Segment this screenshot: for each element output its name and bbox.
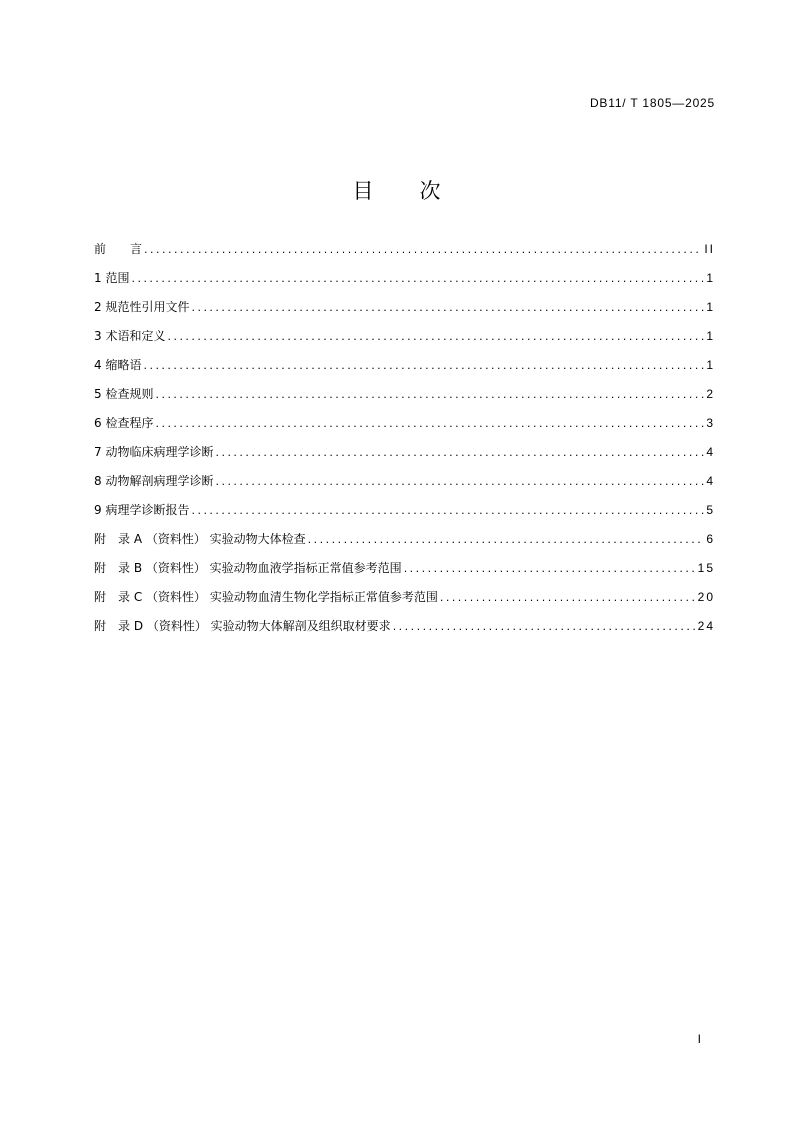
toc-entry-title: 2 规范性引用文件	[94, 300, 190, 314]
toc-entry-page: 3	[706, 416, 715, 430]
toc-leader	[191, 300, 704, 314]
toc-entry-foreword[interactable]	[94, 240, 715, 269]
toc-entry-appendix-d[interactable]	[94, 617, 715, 646]
toc-entry-title: 9 病理学诊断报告	[94, 503, 190, 517]
toc-leader	[144, 242, 702, 256]
toc-entry-1[interactable]	[94, 269, 715, 298]
toc-entry-2[interactable]	[94, 298, 715, 327]
toc-entry-8[interactable]	[94, 472, 715, 501]
toc-entry-page: 20	[697, 590, 715, 604]
toc-entry-title: 前 言	[94, 242, 143, 256]
toc-entry-title: 7 动物临床病理学诊断	[94, 445, 214, 459]
title-char-1: 目	[352, 179, 374, 203]
toc-entry-page: 5	[706, 503, 715, 517]
toc-leader	[215, 474, 704, 488]
title-char-2: 次	[419, 179, 441, 203]
toc-leader	[404, 561, 696, 575]
toc-entry-title: 附 录 D （资料性） 实验动物大体解剖及组织取材要求	[94, 619, 391, 633]
toc-entry-title: 8 动物解剖病理学诊断	[94, 474, 214, 488]
toc-leader	[215, 445, 704, 459]
toc-leader	[131, 271, 704, 285]
toc-entry-4[interactable]	[94, 356, 715, 385]
toc-leader	[167, 329, 704, 343]
toc-entry-title: 6 检查程序	[94, 416, 154, 430]
page-number: I	[697, 1032, 701, 1046]
toc-entry-page: 1	[706, 329, 715, 343]
toc-entry-page: 4	[706, 474, 715, 488]
toc-leader	[155, 416, 704, 430]
toc-entry-page: 1	[706, 271, 715, 285]
toc-entry-appendix-c[interactable]	[94, 588, 715, 617]
toc-entry-page: 15	[697, 561, 715, 575]
toc-entry-title: 3 术语和定义	[94, 329, 166, 343]
toc-entry-page: 24	[697, 619, 715, 633]
toc-entry-title: 附 录 C （资料性） 实验动物血清生物化学指标正常值参考范围	[94, 590, 438, 604]
toc-entry-page: 6	[706, 532, 715, 546]
toc-entry-appendix-b[interactable]	[94, 559, 715, 588]
table-of-contents	[94, 240, 715, 646]
toc-entry-6[interactable]	[94, 414, 715, 443]
toc-entry-9[interactable]	[94, 501, 715, 530]
toc-leader	[191, 503, 704, 517]
toc-entry-title: 4 缩略语	[94, 358, 142, 372]
toc-entry-7[interactable]	[94, 443, 715, 472]
toc-leader	[308, 532, 705, 546]
toc-entry-title: 附 录 A （资料性） 实验动物大体检查	[94, 532, 306, 546]
toc-leader	[155, 387, 704, 401]
standard-code: DB11/ T 1805—2025	[589, 96, 715, 110]
toc-entry-3[interactable]	[94, 327, 715, 356]
toc-entry-page: 1	[706, 358, 715, 372]
toc-entry-page: 2	[706, 387, 715, 401]
page-title	[0, 175, 793, 205]
toc-leader	[440, 590, 696, 604]
toc-leader	[393, 619, 696, 633]
toc-entry-appendix-a[interactable]	[94, 530, 715, 559]
toc-entry-title: 1 范围	[94, 271, 130, 285]
toc-entry-page: II	[704, 242, 715, 256]
toc-entry-title: 5 检查规则	[94, 387, 154, 401]
toc-entry-page: 1	[706, 300, 715, 314]
toc-leader	[143, 358, 704, 372]
toc-entry-5[interactable]	[94, 385, 715, 414]
toc-entry-page: 4	[706, 445, 715, 459]
toc-entry-title: 附 录 B （资料性） 实验动物血液学指标正常值参考范围	[94, 561, 402, 575]
